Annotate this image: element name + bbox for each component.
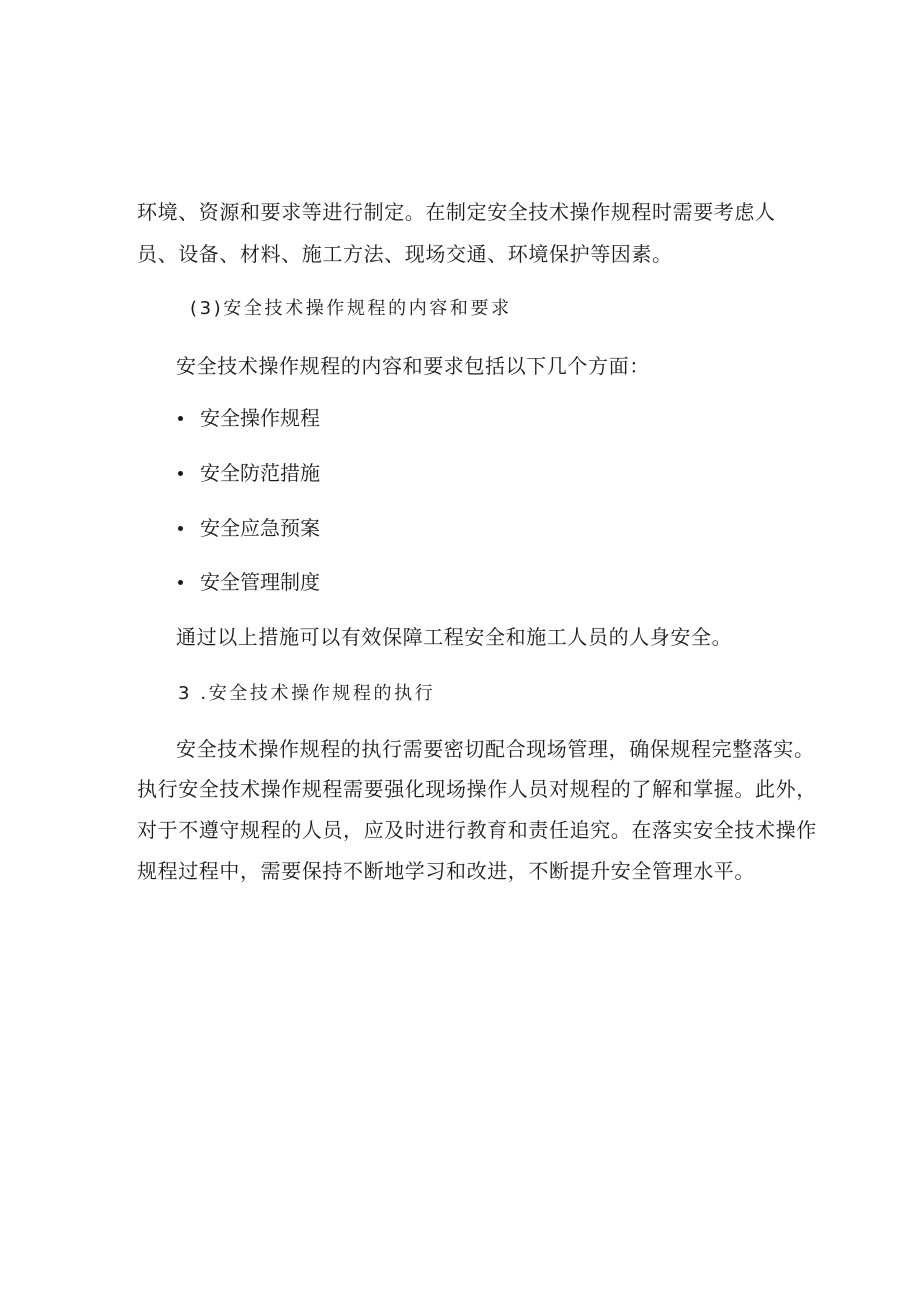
list-item <box>176 567 320 597</box>
section-heading-execution: 3 .安全技术操作规程的执行 <box>178 683 436 704</box>
bullet-icon <box>178 526 183 531</box>
list-item-label: 安全防范措施 <box>200 461 320 485</box>
bullet-icon <box>178 416 183 421</box>
intro-paragraph-line-2: 员、设备、材料、施工方法、现场交通、环境保护等因素。 <box>137 242 673 266</box>
list-item <box>176 458 320 488</box>
intro-paragraph-line-1: 环境、资源和要求等进行制定。在制定安全技术操作规程时需要考虑人 <box>137 200 776 224</box>
execution-paragraph-line-1: 安全技术操作规程的执行需要密切配合现场管理，确保规程完整落实。 <box>176 737 815 761</box>
bullet-icon <box>178 580 183 585</box>
list-item-label: 安全应急预案 <box>200 516 320 540</box>
content-intro-text: 安全技术操作规程的内容和要求包括以下几个方面： <box>176 354 650 378</box>
list-item-label: 安全操作规程 <box>200 406 320 430</box>
section-heading-content-requirements: (3)安全技术操作规程的内容和要求 <box>190 298 512 319</box>
bullets-conclusion-text: 通过以上措施可以有效保障工程安全和施工人员的人身安全。 <box>176 625 733 649</box>
execution-paragraph-line-3: 对于不遵守规程的人员，应及时进行教育和责任追究。在落实安全技术操作 <box>137 818 817 842</box>
execution-paragraph-line-2: 执行安全技术操作规程需要强化现场操作人员对规程的了解和掌握。此外， <box>137 777 817 801</box>
bullet-icon <box>178 471 183 476</box>
list-item-label: 安全管理制度 <box>200 570 320 594</box>
list-item <box>176 513 320 543</box>
list-item <box>176 403 320 433</box>
execution-paragraph-line-4: 规程过程中，需要保持不断地学习和改进，不断提升安全管理水平。 <box>137 859 755 883</box>
